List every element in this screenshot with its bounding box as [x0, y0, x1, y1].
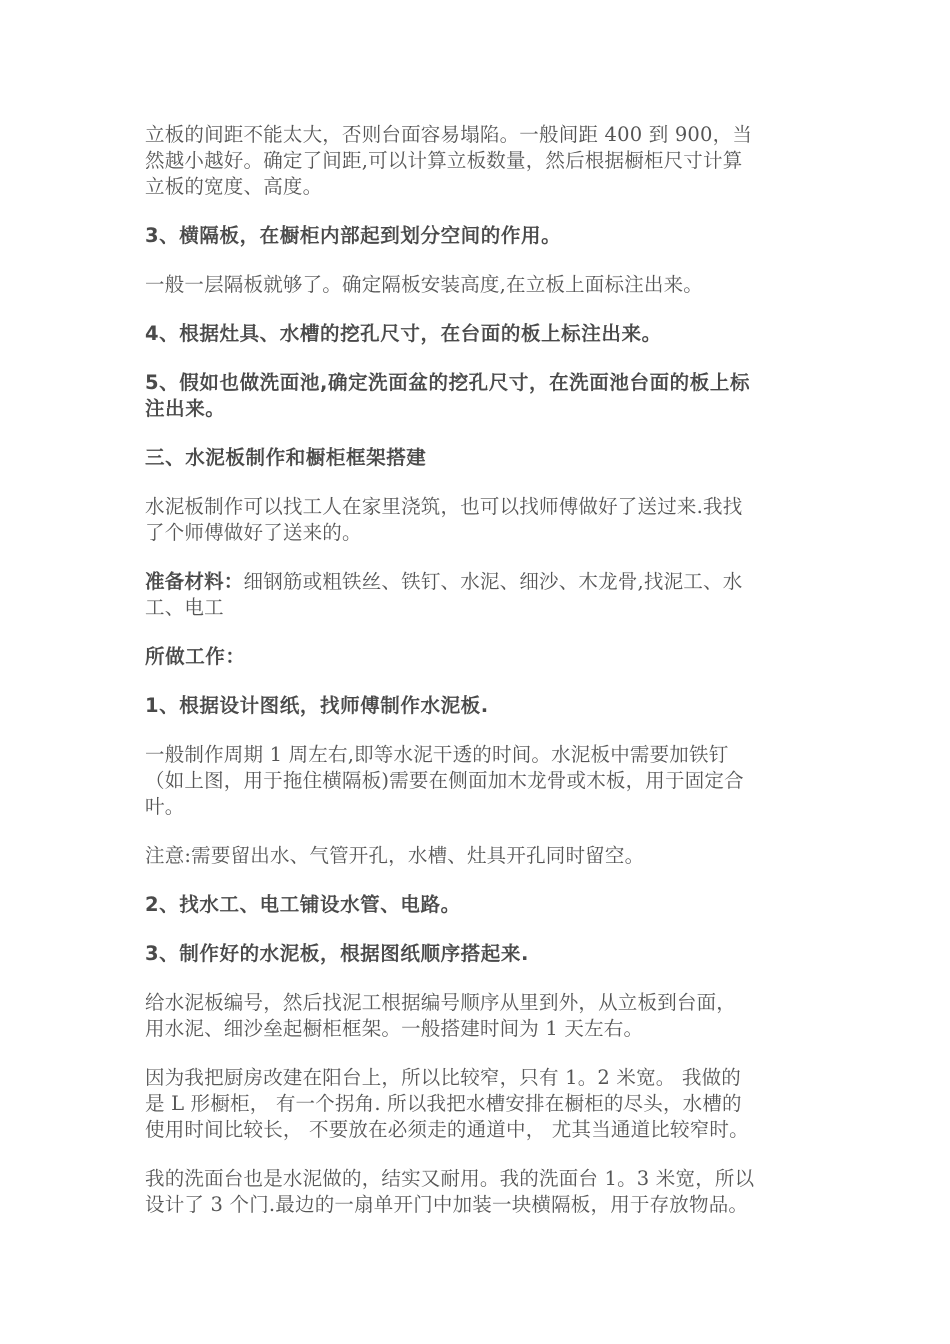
paragraph-washbasin [145, 1166, 805, 1218]
materials-text: 细钢筋或粗铁丝、铁钉、水泥、细沙、木龙骨,找泥工、水 [243, 570, 743, 593]
text-line: 我的洗面台也是水泥做的，结实又耐用。我的洗面台 1。3 米宽，所以 [145, 1167, 755, 1190]
text-line: 然越小越好。确定了间距,可以计算立板数量，然后根据橱柜尺寸计算 [145, 149, 743, 172]
heading-work-step-2 [145, 892, 805, 918]
text-line: 3、横隔板，在橱柜内部起到划分空间的作用。 [145, 224, 562, 247]
text-line: 了个师傅做好了送来的。 [145, 521, 362, 544]
paragraph-kitchen-layout [145, 1065, 805, 1143]
text-line: 水泥板制作可以找工人在家里浇筑，也可以找师傅做好了送过来.我找 [145, 495, 743, 518]
text-line: 设计了 3 个门.最边的一扇单开门中加装一块横隔板，用于存放物品。 [145, 1193, 749, 1216]
paragraph-cement-board [145, 494, 805, 546]
paragraph-numbering [145, 990, 805, 1042]
text-line: 给水泥板编号，然后找泥工根据编号顺序从里到外，从立板到台面， [145, 991, 737, 1014]
paragraph-attention [145, 843, 805, 869]
text-line: 所做工作： [145, 645, 246, 668]
text-line: 因为我把厨房改建在阳台上，所以比较窄，只有 1。2 米宽。 我做的 [145, 1066, 742, 1089]
section-heading-3 [145, 445, 805, 471]
text-line: 用水泥、细沙垒起橱柜框架。一般搭建时间为 1 天左右。 [145, 1017, 644, 1040]
heading-step-4-cutouts [145, 321, 805, 347]
paragraph-spacing-note [145, 122, 805, 200]
text-line: 一般一层隔板就够了。确定隔板安装高度,在立板上面标注出来。 [145, 273, 703, 296]
text-line: 4、根据灶具、水槽的挖孔尺寸，在台面的板上标注出来。 [145, 322, 662, 345]
text-line [145, 569, 805, 595]
paragraph-production-period [145, 742, 805, 820]
text-line: 注意:需要留出水、气管开孔，水槽、灶具开孔同时留空。 [145, 844, 645, 867]
text-line: 是 L 形橱柜， 有一个拐角. 所以我把水槽安排在橱柜的尽头，水槽的 [145, 1092, 742, 1115]
text-line: 2、找水工、电工铺设水管、电路。 [145, 893, 461, 916]
text-line: 一般制作周期 1 周左右,即等水泥干透的时间。水泥板中需要加铁钉 [145, 743, 729, 766]
heading-work-step-1 [145, 693, 805, 719]
text-line: 注出来。 [145, 397, 226, 420]
heading-step-5-washbasin [145, 370, 805, 422]
text-line: （如上图，用于拖住横隔板)需要在侧面加木龙骨或木板，用于固定合 [145, 769, 744, 792]
text-line: 三、水泥板制作和橱柜框架搭建 [145, 446, 427, 469]
text-line: 使用时间比较长， 不要放在必须走的通道中， 尤其当通道比较窄时。 [145, 1118, 749, 1141]
text-line: 3、制作好的水泥板，根据图纸顺序搭起来. [145, 942, 529, 965]
heading-work-done [145, 644, 805, 670]
text-line: 立板的间距不能太大，否则台面容易塌陷。一般间距 400 到 900，当 [145, 123, 753, 146]
heading-step-3-shelf [145, 223, 805, 249]
materials-label: 准备材料： [145, 570, 244, 593]
text-line: 立板的宽度、高度。 [145, 175, 323, 198]
paragraph-materials [145, 569, 805, 621]
text-line: 叶。 [145, 795, 185, 818]
text-line: 工、电工 [145, 596, 224, 619]
paragraph-shelf-note [145, 272, 805, 298]
text-line: 1、根据设计图纸，找师傅制作水泥板. [145, 694, 489, 717]
heading-work-step-3 [145, 941, 805, 967]
document-body [145, 122, 805, 1241]
text-line: 5、假如也做洗面池,确定洗面盆的挖孔尺寸，在洗面池台面的板上标 [145, 371, 751, 394]
